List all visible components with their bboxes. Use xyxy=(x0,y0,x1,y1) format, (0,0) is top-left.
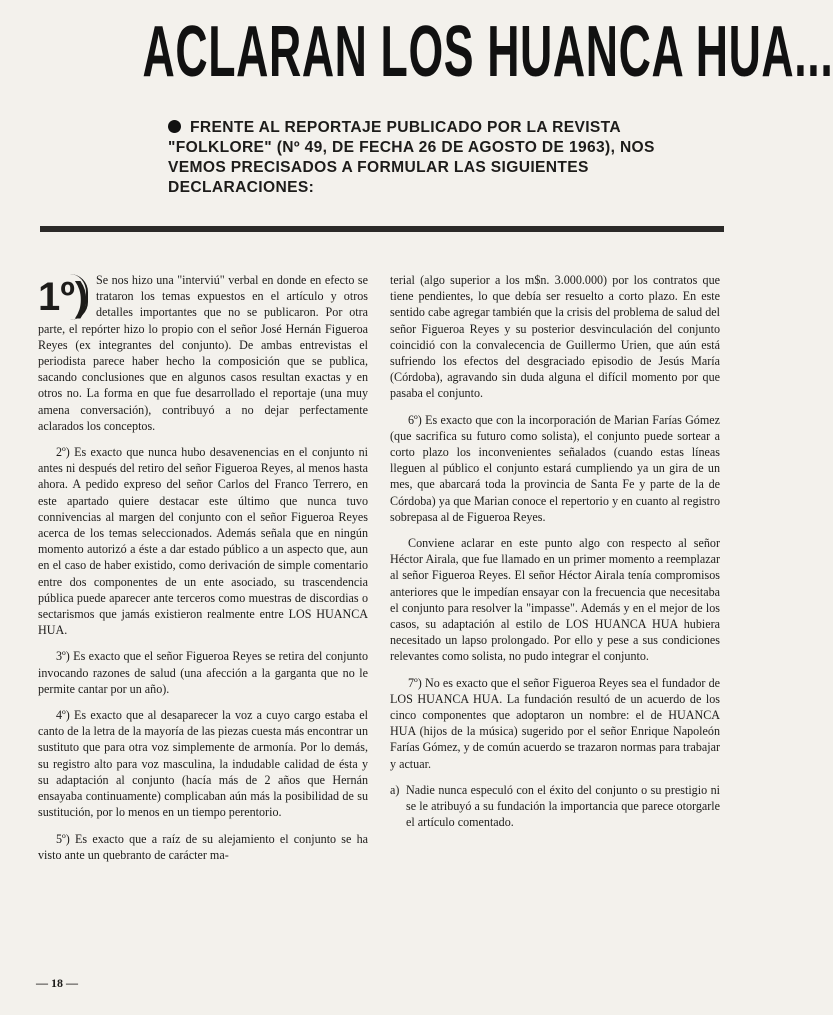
paragraph-4: 4º) Es exacto que al desaparecer la voz a cuyo cargo estaba el canto de la letra de la mayoría de las piezas cuesta más encontrar un sustituto que para otra voz simplemente de armonía. Por lo demás, su registro alto para voz masculina, la indudable calidad de ésta y su adaptación al conjunto (hacía más de 2 años que Hernán ensayaba continuamente) complicaban aún más la posibilidad de su sustitución, por lo menos en un tiempo perentorio. xyxy=(38,708,368,820)
divider-rule xyxy=(40,226,724,232)
headline: ACLARAN LOS HUANCA HUA... xyxy=(142,12,833,92)
paragraph-1-text: Se nos hizo una "interviú" verbal en donde en efecto se trataron los temas expuestos en el artículo y otros detalles importantes que no se publicaron. Por otra parte, el repórter hizo lo propio con el señor José Hernán Figueroa Reyes (ex integrantes del conjunto). De ambas entrevistas el periodista parece haber hecho la composición que se publica, sacando conclusiones que en algunos casos resultan exactas y en otros no. La forma en que fue desarrollado el reportaje (una muy amena conversación), contribuyó a no dejar perfectamente aclarados los conceptos. xyxy=(38,273,368,433)
page-number: — 18 — xyxy=(36,976,78,990)
item-a xyxy=(390,782,720,831)
bullet-icon xyxy=(168,120,181,133)
paragraph-5: 5º) Es exacto que a raíz de su alejamiento el conjunto se ha visto ante un quebranto de carácter ma- xyxy=(38,831,368,862)
article-column-right xyxy=(390,272,720,841)
subhead-text: FRENTE AL REPORTAJE PUBLICADO POR LA REVISTA "FOLKLORE" (Nº 49, DE FECHA 26 DE AGOSTO DE 1963), NOS VEMOS PRECISADOS A FORMULAR LAS SIGUIENTES DECLARACIONES: xyxy=(168,119,655,196)
paragraph-7: 7º) No es exacto que el señor Figueroa Reyes sea el fundador de LOS HUANCA HUA. La fundación resultó de un acuerdo de los cinco componentes que adoptaron un nombre: el de HUANCA HUA (hijos de la música) sugerido por el señor Enrique Napoleón Farías Gómez, y de común acuerdo se trazaron normas para trabajar y actuar. xyxy=(390,675,720,771)
item-a-text: Nadie nunca especuló con el éxito del conjunto o su prestigio ni se le atribuyó a su fundación la importancia que parece otorgarle el artículo comentado. xyxy=(406,782,720,830)
paragraph-2: 2º) Es exacto que nunca hubo desavenencias en el conjunto ni antes ni después del retiro del señor Figueroa Reyes, al menos hasta ahora. A pedido expreso del señor Carlos del Franco Terrero, en este apartado quiere destacar este último que nunca tuvo connivencias al margen del conjunto con el señor Figueroa Reyes acerca de los temas seleccionados. Además señala que en ningún momento autorizó a éste a dar estado público a un aspecto que, aun en el caso de haber existido, como derivación de simple comentario entre dos componentes de un ente asociado, su trascendencia pública puede aparecer ante terceros como muestras de discordias o sectarismos que jamás existieron realmente entre LOS HUANCA HUA. xyxy=(38,445,368,638)
subhead xyxy=(168,118,658,198)
paragraph-6: 6º) Es exacto que con la incorporación de Marian Farías Gómez (que sacrifica su futuro como solista), el conjunto puede sortear a corto plazo los inconvenientes señalados (cuando estas líneas lleguen al público el conjunto estará cumpliendo ya un gira de un mes, que abarcará toda la provincia de Santa Fe y parte de la de Córdoba) ya que Marian conoce el repertorio y en cuanto al registro sobrepasa al de Figueroa Reyes. xyxy=(390,412,720,524)
item-a-marker: a) xyxy=(390,782,400,797)
paragraph-6b: Conviene aclarar en este punto algo con respecto al señor Héctor Airala, que fue llamado en un primer momento a reemplazar al señor Figueroa Reyes. El señor Héctor Airala tenía compromisos anteriores que le impedían ensayar con la frecuencia que necesitaba el conjunto para resolver la "impasse". Además y en el mejor de los casos, su adaptación al estilo de LOS HUANCA HUA hubiera necesitado un lapso prolongado. Por ello y pese a sus condiciones relevantes como solista, no pudo integrar el conjunto. xyxy=(390,536,720,664)
article-column-left xyxy=(38,272,368,873)
dropcap-numeral: 1º) xyxy=(38,275,89,319)
paragraph-3: 3º) Es exacto que el señor Figueroa Reyes se retira del conjunto invocando razones de salud (una afección a la garganta que no le permite cantar por un año). xyxy=(38,649,368,696)
paragraph-1 xyxy=(38,272,368,434)
paragraph-5-continued: terial (algo superior a los m$n. 3.000.000) por los contratos que tiene pendientes, lo que debía ser resuelto a corto plazo. En este sentido cabe agregar también que la crisis del problema de salud del señor Figueroa Reyes y su posterior desvinculación del conjunto coincidió con la convalecencia de Guillermo Urien, que aún está sufriendo los efectos del desgraciado episodio de Jesús María (Córdoba), agravando sin duda alguna el difícil momento por que pasaba el conjunto. xyxy=(390,273,720,401)
